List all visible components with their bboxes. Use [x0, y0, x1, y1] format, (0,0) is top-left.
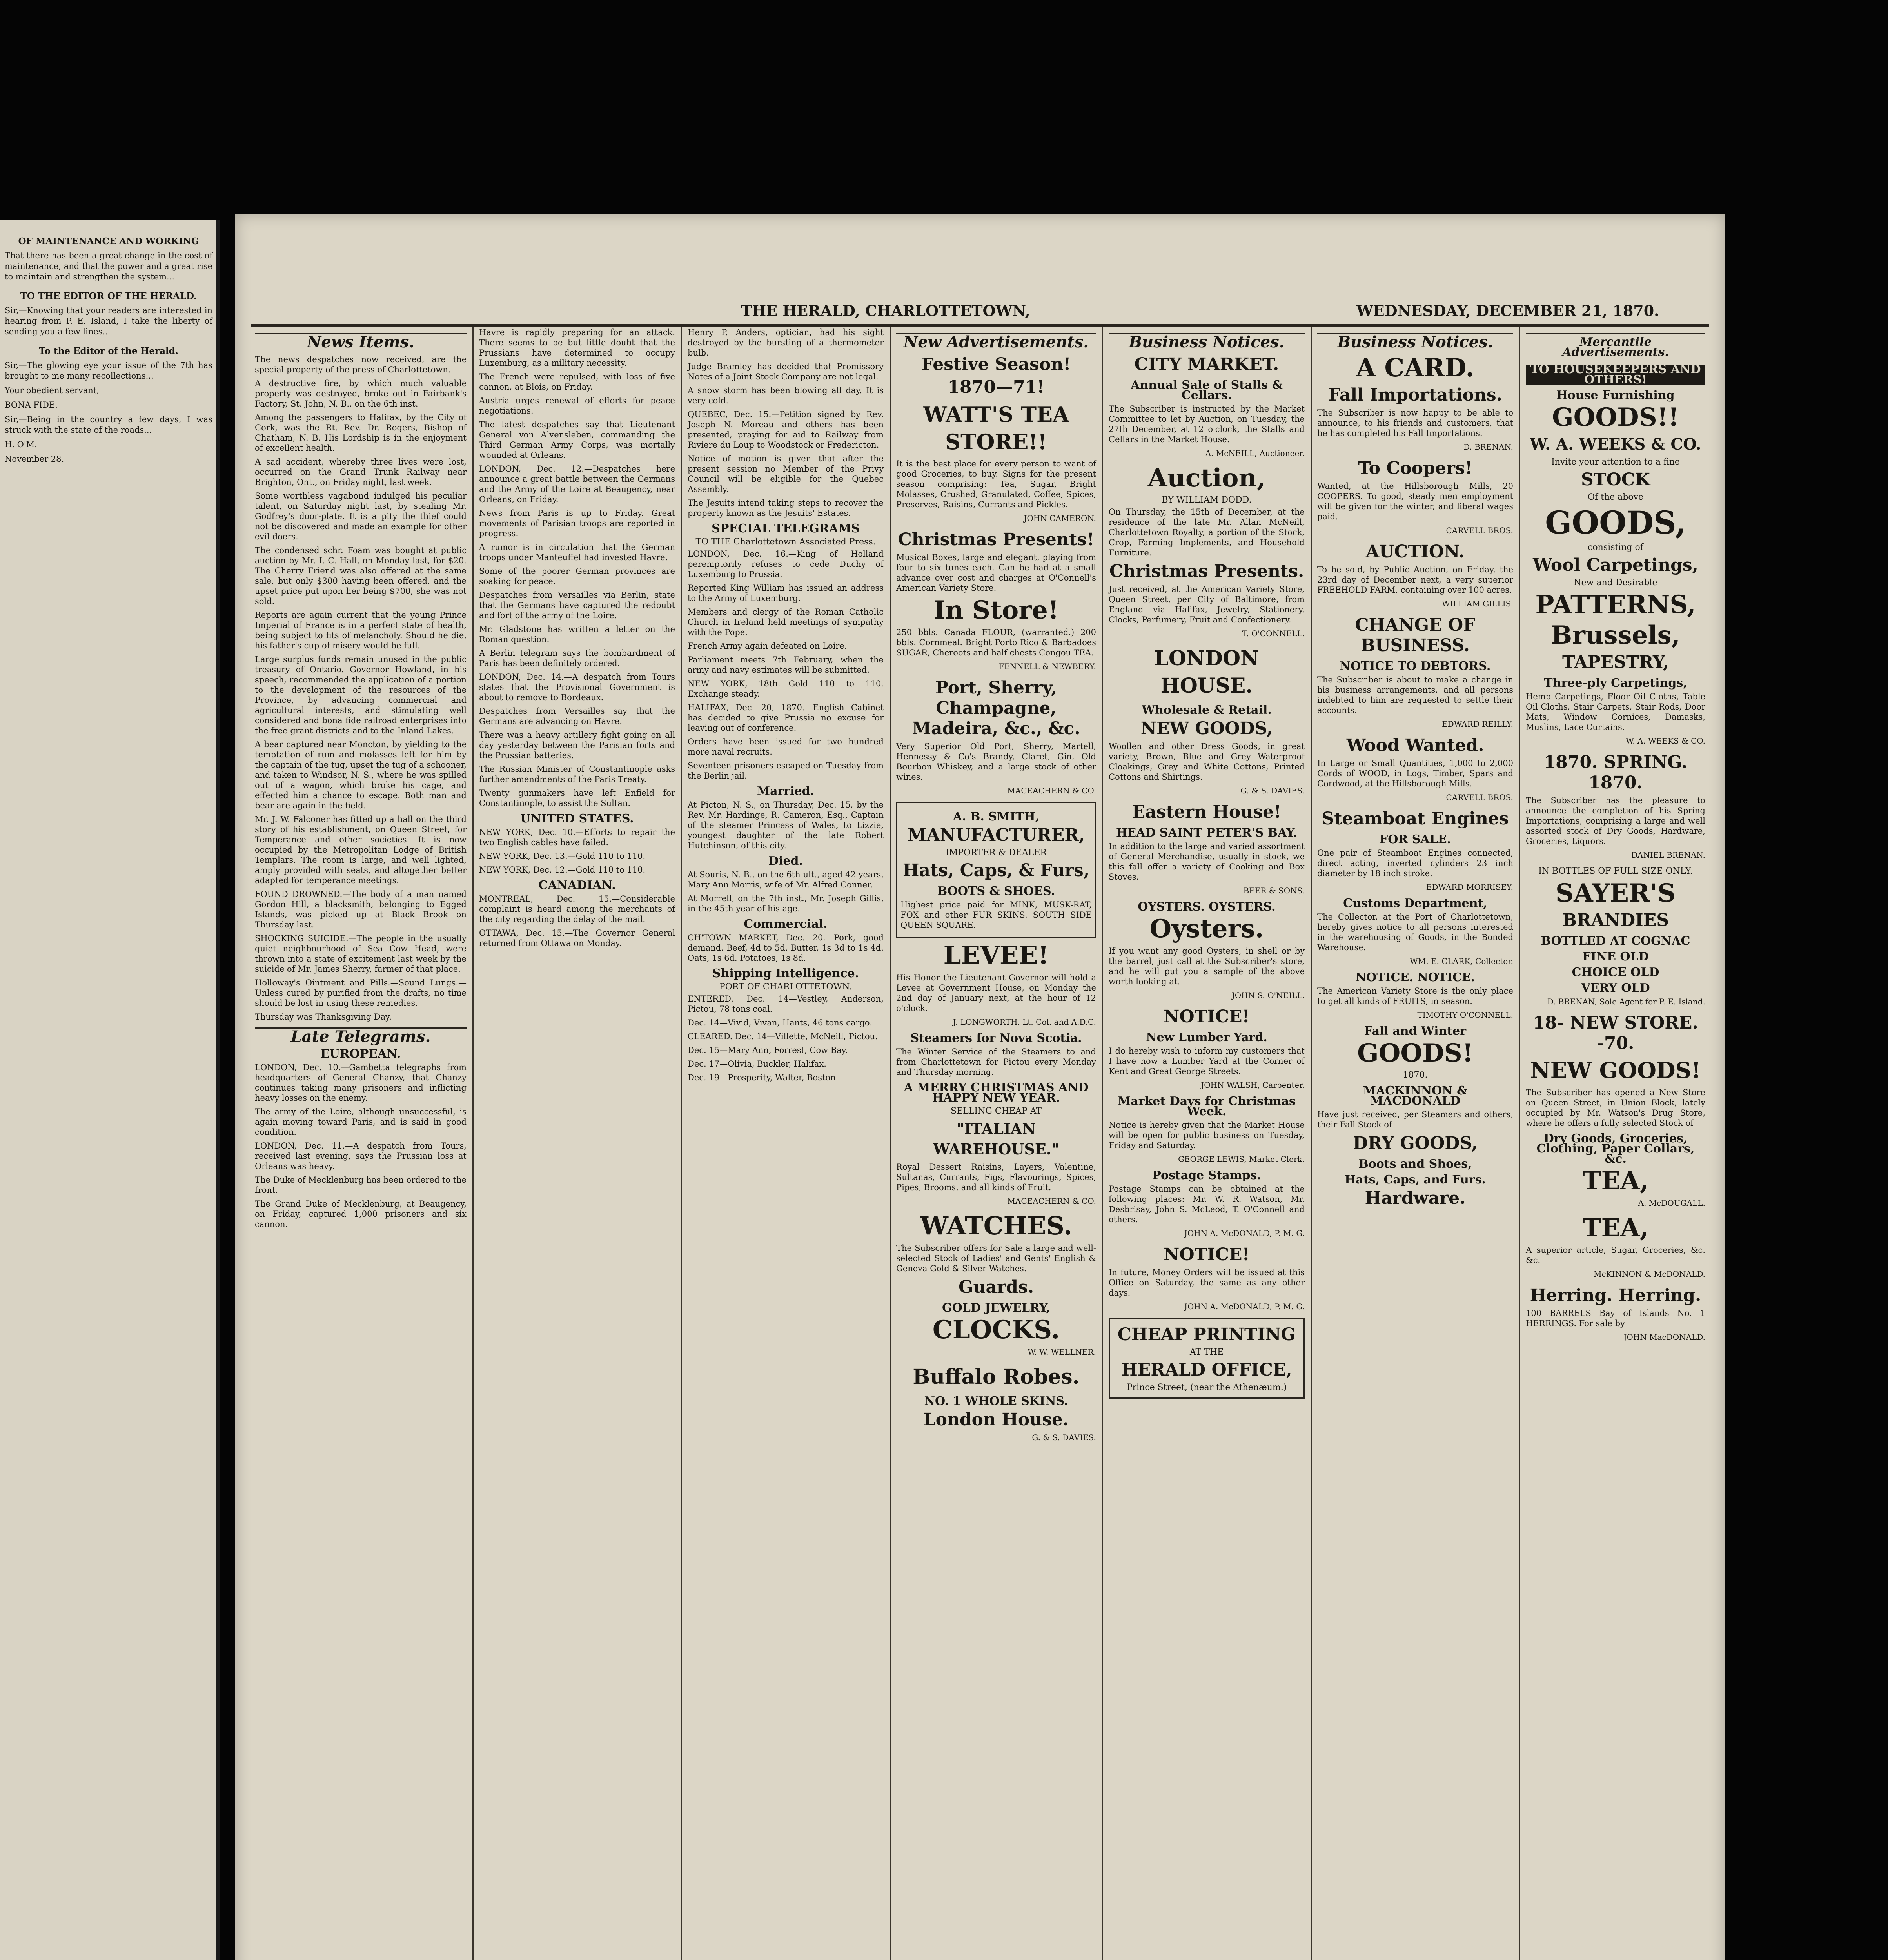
ad-title: NOTICE! [1164, 1007, 1250, 1027]
ad-body: One pair of Steamboat Engines connected, direct acting, inverted cylinders 23 inch diameter by 18 inch stroke. [1317, 848, 1513, 878]
telegram: The army of the Loire, although unsuccessful, is again moving toward Paris, and is said in good condition. [255, 1107, 467, 1137]
prev-signoff: November 28. [5, 454, 64, 464]
news-item: LONDON, Dec. 14.—A despatch from Tours states that the Provisional Government is about to remove to Bordeaux. [479, 672, 675, 702]
news-item: A bear captured near Moncton, by yielding to the temptation of rum and molasses left for him by the captain of the tug, upset the tug of a schooner, and taken to Windsor, N. S., where he was spilled out of a wagon, which broke his cage, and effected him a chance to escape. Both man and bear are again in the field. [255, 740, 467, 810]
ad-title: CHANGE OF BUSINESS. [1355, 615, 1476, 655]
ad-goods: Dry Goods, Groceries, Clothing, Paper Collars, &c. [1536, 1132, 1695, 1166]
prev-heading: TO THE EDITOR OF THE HERALD. [20, 291, 197, 301]
ad-name: WATT'S TEA STORE!! [923, 402, 1069, 454]
ad-signature: GEORGE LEWIS, Market Clerk. [1178, 1154, 1305, 1164]
ad-title: Christmas Presents! [898, 530, 1095, 550]
notice: Dec. 17—Olivia, Buckler, Halifax. [688, 1059, 826, 1069]
ad-signature: D. BRENAN. [1463, 442, 1513, 452]
ad-subtitle: Annual Sale of Stalls & Cellars. [1131, 378, 1283, 402]
telegram: Orders have been issued for two hundred more naval recruits. [688, 737, 884, 757]
ad-signature: JOHN WALSH, Carpenter. [1201, 1080, 1305, 1090]
ad-signature: BEER & SONS. [1243, 886, 1305, 895]
ad-goods: BOTTLED AT COGNAC [1541, 934, 1690, 948]
ad-goods: GOLD JEWELRY, [942, 1301, 1051, 1315]
news-item: Some worthless vagabond indulged his peculiar talent, on Saturday night last, by stealing Mr. Godfrey's door-plate. It is a pity the thief could not be discovered and made an example for other evil-doers. [255, 491, 467, 541]
ad-signature: JOHN MacDONALD. [1623, 1332, 1705, 1342]
ad-signature: W. W. WELLNER. [1028, 1347, 1096, 1357]
ad-subtitle: NEW GOODS! [1530, 1058, 1701, 1083]
ad-body: Very Superior Old Port, Sherry, Martell, Hennessy & Co's Brandy, Claret, Gin, Old Bourbon Whiskey, and a large stock of other wines. [896, 742, 1096, 782]
section-heading: Business Notices. [1317, 333, 1513, 347]
ad-name: "ITALIAN WAREHOUSE." [933, 1120, 1059, 1158]
news-item: The latest despatches say that Lieutenant General von Alvensleben, commanding the Third German Army Corps, was mortally wounded at Orleans. [479, 420, 675, 460]
ad-signature: McKINNON & McDONALD. [1594, 1269, 1705, 1279]
prev-heading: OF MAINTENANCE AND WORKING [18, 236, 199, 247]
ad-signature: G. & S. DAVIES. [1240, 786, 1305, 795]
notice: At Picton, N. S., on Thursday, Dec. 15, by the Rev. Mr. Hardinge, R. Cameron, Esq., Captain of the steamer Princess of Wales, to Lizzie, youngest daughter of the late Robert Hutchinson, of this city. [688, 800, 884, 850]
ad-signature: JOHN CAMERON. [1024, 514, 1096, 523]
news-item: The Jesuits intend taking steps to recover the property known as the Jesuits' Estates. [688, 498, 884, 518]
ad-signature: DANIEL BRENAN. [1631, 850, 1705, 860]
prev-paragraph: Sir,—Knowing that your readers are interested in hearing from P. E. Island, I take the liberty of sending you a few lines... [5, 306, 212, 336]
ad-name: A. B. SMITH, [953, 810, 1040, 824]
ad-title: Steamboat Engines [1322, 809, 1509, 829]
news-item: The Russian Minister of Constantinople asks further amendments of the Paris Treaty. [479, 764, 675, 784]
ad-title: LONDON HOUSE. [1154, 646, 1259, 698]
ad-body: Prince Street, (near the Athenæum.) [1126, 1383, 1287, 1392]
newspaper-page [235, 214, 1725, 1960]
ad-signature: WILLIAM GILLIS. [1442, 599, 1513, 608]
news-item: QUEBEC, Dec. 15.—Petition signed by Rev. Joseph N. Moreau and others has been presented, praying for aid to Railway from Riviere du Loup to Woodstock or Fredericton. [688, 410, 884, 450]
news-item: The condensed schr. Foam was bought at public auction by Mr. I. C. Hall, on Monday last, for $20. The Cherry Friend was also offered at the same sale, but only $300 having been offered, and the upset price put upon her being $700, she was not sold. [255, 546, 467, 606]
ad-signature: MACEACHERN & CO. [1007, 1196, 1096, 1206]
subheading: Shipping Intelligence. [712, 967, 859, 980]
ad-body: The Subscriber is now happy to be able to announce, to his friends and customers, that he has completed his Fall Importations. [1317, 408, 1513, 438]
previous-page-fragment [0, 220, 220, 1960]
prev-heading: To the Editor of the Herald. [39, 346, 178, 356]
telegram: HALIFAX, Dec. 20, 1870.—English Cabinet has decided to give Prussia no excuse for leaving out of conference. [688, 703, 884, 733]
subheading-line: PORT OF CHARLOTTETOWN. [719, 982, 852, 992]
ad-subtitle: Oysters. [1149, 914, 1264, 944]
column-rule [890, 327, 891, 1960]
prev-paragraph: That there has been a great change in the cost of maintenance, and that the power and a great rise to maintain and strengthen the system... [5, 251, 212, 281]
ad-subtitle: House Furnishing [1556, 388, 1675, 402]
ad-title: Postage Stamps. [1152, 1169, 1261, 1182]
ad-title: TEA, [1582, 1213, 1649, 1243]
ad-stock: STOCK [1581, 470, 1650, 490]
ad-body: The Subscriber is about to make a change in his business arrangements, and all persons indebted to him are requested to settle their accounts. [1317, 675, 1513, 715]
ad-goods: Wool Carpetings, [1533, 555, 1698, 575]
news-item: Mr. Gladstone has written a letter on the Roman question. [479, 624, 675, 644]
ad-signature: A. McDOUGALL. [1638, 1198, 1705, 1208]
news-item: Despatches from Versailles say that the Germans are advancing on Havre. [479, 706, 675, 726]
telegram: The Grand Duke of Mecklenburg, at Beaugency, on Friday, captured 1,000 prisoners and six cannon. [255, 1199, 467, 1229]
section-heading: Mercantile Advertisements. [1526, 333, 1705, 358]
ad-goods: TAPESTRY, [1562, 652, 1669, 672]
ad-name: MACKINNON & MACDONALD [1363, 1084, 1468, 1108]
ad-goods: Three-ply Carpetings, [1544, 676, 1687, 690]
telegram: French Army again defeated on Loire. [688, 641, 847, 651]
ad-body: The Collector, at the Port of Charlottetown, hereby gives notice to all persons interested in the warehousing of Goods, in the Bonded Warehouse. [1317, 912, 1513, 952]
ad-subtitle: GOODS! [1357, 1038, 1473, 1068]
ad-goods: DRY GOODS, [1352, 1133, 1478, 1153]
ad-goods: BOOTS & SHOES. [937, 884, 1055, 898]
ad-goods: Hats, Caps, and Furs. [1345, 1173, 1486, 1187]
ad-goods: TEA, [1582, 1166, 1649, 1196]
prev-paragraph: Sir,—The glowing eye your issue of the 7th has brought to me many recollections... [5, 361, 212, 381]
ad-title: Wood Wanted. [1346, 735, 1484, 755]
ad-title: OYSTERS. OYSTERS. [1138, 900, 1276, 914]
ad-title: Festive Season! [921, 354, 1071, 374]
ad-title: 18- NEW STORE. -70. [1533, 1013, 1698, 1053]
subheading: SPECIAL TELEGRAMS [712, 522, 860, 535]
ad-goods: Boots and Shoes, [1358, 1157, 1472, 1171]
ad-subtitle: NO. 1 WHOLE SKINS. [924, 1394, 1068, 1408]
ad-year: 1870. [1403, 1070, 1428, 1080]
ad-box [1109, 1318, 1305, 1399]
ad-goods: GOODS!! [1552, 403, 1679, 432]
masthead [235, 214, 1725, 319]
news-item: FOUND DROWNED.—The body of a man named Gordon Hill, a blacksmith, belonging to Egged Islands, was picked up at Black Brook on Thursday last. [255, 889, 467, 929]
ad-subtitle: New Lumber Yard. [1146, 1031, 1267, 1044]
prev-signoff: BONA FIDE. [5, 400, 58, 410]
ad-body: Invite your attention to a fine [1551, 457, 1680, 467]
ad-subtitle: IN BOTTLES OF FULL SIZE ONLY. [1538, 866, 1693, 876]
news-item: There was a heavy artillery fight going on all day yesterday between the Parisian forts and the Prussian batteries. [479, 730, 675, 760]
news-item: A Berlin telegram says the bombardment of Paris has been definitely ordered. [479, 648, 675, 668]
ad-title: WATCHES. [920, 1211, 1072, 1241]
news-item: Austria urges renewal of efforts for peace negotiations. [479, 396, 675, 416]
column-special-telegrams [684, 327, 888, 1960]
news-item: The French were repulsed, with loss of five cannon, at Blois, on Friday. [479, 372, 675, 392]
ad-body: In Large or Small Quantities, 1,000 to 2,000 Cords of WOOD, in Logs, Timber, Spars and Cordwood, at the Hillsborough Mills. [1317, 759, 1513, 788]
subheading: Married. [757, 784, 815, 798]
ad-banner: TO HOUSEKEEPERS AND OTHERS! [1526, 365, 1705, 385]
subheading: Died. [768, 854, 803, 868]
telegram: Parliament meets 7th February, when the army and navy estimates will be submitted. [688, 655, 884, 675]
ad-title: CHEAP PRINTING [1117, 1325, 1296, 1345]
news-item: Thursday was Thanksgiving Day. [255, 1012, 392, 1022]
ad-title: NOTICE! [1164, 1245, 1250, 1265]
ad-name: SAYER'S [1555, 878, 1676, 908]
ad-subtitle: FOR SALE. [1379, 833, 1451, 846]
ad-goods: Hardware. [1365, 1188, 1466, 1208]
ad-body: The Subscriber has opened a New Store on Queen Street, in Union Block, lately occupied by Mr. Watson's Drug Store, where he offers a fully selected Stock of [1526, 1088, 1705, 1128]
subheading: CANADIAN. [538, 878, 616, 892]
ad-body: Notice is hereby given that the Market House will be open for public business on Tuesday, Friday and Saturday. [1109, 1120, 1305, 1150]
ad-body: In future, Money Orders will be issued at this Office on Saturday, the same as any other days. [1109, 1268, 1305, 1298]
ad-goods: FINE OLD [1582, 950, 1649, 964]
section-heading: Business Notices. [1109, 333, 1305, 347]
notice: Dec. 14—Vivid, Vivan, Hants, 46 tons cargo. [688, 1018, 872, 1027]
news-item: Reports are again current that the young Prince Imperial of France is in a perfect state of health, being subject to fits of melancholy. Should he die, his father's cup of misery would be full. [255, 610, 467, 650]
ad-body: In addition to the large and varied assortment of General Merchandise, usually in stock, we this fall offer a variety of Cooking and Box Stoves. [1109, 842, 1305, 882]
column-mercantile [1522, 327, 1709, 1960]
ad-body: On Thursday, the 15th of December, at the residence of the late Mr. Allan McNeill, Charlottetown Royalty, a portion of the Stock, Crop, Farming Implements, and Household Furniture. [1109, 507, 1305, 557]
notice: CH'TOWN MARKET, Dec. 20.—Pork, good demand. Beef, 4d to 5d. Butter, 1s 3d to 1s 4d. Oats, 1s 6d. Potatoes, 1s 8d. [688, 933, 884, 963]
ad-signature: W. A. WEEKS & CO. [1626, 736, 1705, 746]
column-new-advertisements [892, 327, 1100, 1960]
ad-title: CITY MARKET. [1134, 354, 1279, 374]
ad-goods: GOODS, [1545, 504, 1686, 541]
paper-title: THE HERALD, CHARLOTTETOWN, [741, 302, 1030, 319]
column-business-notices-2 [1313, 327, 1517, 1960]
telegram: Members and clergy of the Roman Catholic Church in Ireland held meetings of sympathy with the Pope. [688, 607, 884, 637]
header-rule [251, 324, 1709, 327]
notice: At Morrell, on the 7th inst., Mr. Joseph Gillis, in the 45th year of his age. [688, 894, 884, 913]
ad-subtitle: Wholesale & Retail. [1142, 703, 1272, 717]
ad-body: 250 bbls. Canada FLOUR, (warranted.) 200 bbls. Cornmeal. Bright Porto Rico & Barbadoes SUGAR, Cheroots and half chests Congou TEA. [896, 628, 1096, 657]
ad-body: Of the above [1587, 492, 1644, 502]
ad-goods: PATTERNS, [1535, 590, 1696, 619]
ad-title: MANUFACTURER, [907, 825, 1085, 845]
ad-body: The American Variety Store is the only place to get all kinds of FRUITS, in season. [1317, 986, 1513, 1006]
ad-body: Musical Boxes, large and elegant, playing from four to six tunes each. Can be had at a small advance over cost and charges at O'Connell's American Variety Store. [896, 553, 1096, 593]
ad-body: Have just received, per Steamers and others, their Fall Stock of [1317, 1110, 1513, 1129]
ad-body: Hemp Carpetings, Floor Oil Cloths, Table Oil Cloths, Stair Carpets, Stair Rods, Door Mats, Window Cornices, Damasks, Muslins, Lace Curtains. [1526, 692, 1705, 732]
ad-goods: VERY OLD [1581, 981, 1650, 995]
ad-name: London House. [923, 1410, 1069, 1430]
ad-signature: D. BRENAN, Sole Agent for P. E. Island. [1547, 997, 1705, 1006]
ad-title: In Store! [933, 595, 1059, 625]
ad-signature: JOHN A. McDONALD, P. M. G. [1184, 1229, 1305, 1238]
ad-subtitle: HEAD SAINT PETER'S BAY. [1116, 826, 1298, 840]
column-rule [472, 327, 474, 1960]
ad-title: Eastern House! [1132, 802, 1282, 822]
ad-name: HERALD OFFICE, [1121, 1360, 1292, 1380]
ad-body: A superior article, Sugar, Groceries, &c. &c. [1526, 1245, 1705, 1265]
ad-title: Steamers for Nova Scotia. [910, 1031, 1082, 1045]
ad-body: Wanted, at the Hillsborough Mills, 20 COOPERS. To good, steady men employment will be given for the winter, and liberal wages paid. [1317, 481, 1513, 521]
ad-body: consisting of [1588, 543, 1643, 552]
news-item: Havre is rapidly preparing for an attack. There seems to be but little doubt that the Prussians have determined to occupy Luxemburg, as a military necessity. [479, 328, 675, 368]
telegram: LONDON, Dec. 10.—Gambetta telegraphs from headquarters of General Chanzy, that Chanzy continues taking many prisoners and inflicting heavy losses on the enemy. [255, 1063, 467, 1103]
section-heading: New Advertisements. [896, 333, 1096, 347]
ad-body: The Subscriber offers for Sale a large and well-selected Stock of Ladies' and Gents' English & Geneva Gold & Silver Watches. [896, 1243, 1096, 1273]
ad-body: The Subscriber has the pleasure to announce the completion of his Spring Importations, comprising a large and well assorted stock of Dry Goods, Hardware, Groceries, Liquors. [1526, 796, 1705, 846]
ad-subtitle: AT THE [1189, 1347, 1224, 1357]
notice: At Souris, N. B., on the 6th ult., aged 42 years, Mary Ann Morris, wife of Mr. Alfred Conner. [688, 870, 884, 889]
ad-subtitle: SELLING CHEAP AT [951, 1106, 1042, 1116]
ad-title: A MERRY CHRISTMAS AND HAPPY NEW YEAR. [904, 1081, 1089, 1105]
telegram: NEW YORK, Dec. 12.—Gold 110 to 110. [479, 865, 646, 875]
news-item: Notice of motion is given that after the present session no Member of the Privy Council will be eligible for the Quebec Assembly. [688, 454, 884, 494]
ad-subtitle: Guards. [958, 1277, 1034, 1297]
news-item: Henry P. Anders, optician, had his sight destroyed by the bursting of a thermometer bulb. [688, 328, 884, 358]
ad-body: Royal Dessert Raisins, Layers, Valentine, Sultanas, Currants, Figs, Flavourings, Spices, Pipes, Brooms, and all kinds of Fruit. [896, 1162, 1096, 1192]
notice: Dec. 19—Prosperity, Walter, Boston. [688, 1073, 839, 1082]
ad-subtitle: Fall Importations. [1328, 385, 1502, 405]
ad-signature: T. O'CONNELL. [1242, 629, 1305, 638]
ad-signature: JOHN A. McDONALD, P. M. G. [1184, 1302, 1305, 1311]
ad-signature: WM. E. CLARK, Collector. [1410, 956, 1513, 966]
column-rule [1311, 327, 1312, 1960]
ad-title: LEVEE! [943, 941, 1049, 970]
ad-title: A CARD. [1356, 353, 1474, 383]
ad-title: Fall and Winter [1364, 1024, 1467, 1038]
ad-subtitle: BY WILLIAM DODD. [1162, 495, 1252, 505]
ad-goods: Hats, Caps, & Furs, [902, 860, 1090, 880]
ad-title: Market Days for Christmas Week. [1118, 1094, 1296, 1118]
news-item: Despatches from Versailles via Berlin, state that the Germans have captured the redoubt and fort of the army of the Loire. [479, 590, 675, 620]
ad-title: NOTICE. NOTICE. [1355, 971, 1475, 984]
ad-signature: JOHN S. O'NEILL. [1231, 991, 1305, 1000]
ad-signature: MACEACHERN & CO. [1007, 786, 1096, 795]
news-item: Holloway's Ointment and Pills.—Sound Lungs.—Unless cured by purified from the drafts, no time should be lost in using these remedies. [255, 978, 467, 1008]
ad-body: Just received, at the American Variety Store, Queen Street, per City of Baltimore, from England via Halifax, Jewelry, Stationery, Clocks, Perfumery, Fruit and Confectionery. [1109, 584, 1305, 624]
ad-subtitle: 1870—71! [948, 377, 1045, 397]
ad-title: 1870. SPRING. 1870. [1543, 752, 1688, 793]
ad-signature: A. McNEILL, Auctioneer. [1205, 448, 1305, 458]
subheading: UNITED STATES. [520, 812, 634, 826]
ad-body: New and Desirable [1574, 578, 1657, 588]
page-header [251, 302, 1709, 321]
subheading: Commercial. [744, 917, 828, 931]
telegram: NEW YORK, Dec. 10.—Efforts to repair the two English cables have failed. [479, 828, 675, 847]
ad-subtitle: IMPORTER & DEALER [946, 848, 1047, 858]
ad-body: I do hereby wish to inform my customers that I have now a Lumber Yard at the Corner of Kent and Great George Streets. [1109, 1046, 1305, 1076]
news-item: The news despatches now received, are the special property of the press of Charlottetown. [255, 355, 467, 374]
ad-signature: CARVELL BROS. [1446, 793, 1513, 802]
news-item: A sad accident, whereby three lives were lost, occurred on the Grand Trunk Railway near Brighton, Ont., on Friday night, last week. [255, 457, 467, 487]
telegram: LONDON, Dec. 11.—A despatch from Tours, received last evening, says the Prussian loss at Orleans was heavy. [255, 1141, 467, 1171]
column-rule [1102, 327, 1103, 1960]
news-item: LONDON, Dec. 12.—Despatches here announce a great battle between the Germans and the Army of the Loire at Beaugency, near Orleans, on Friday. [479, 464, 675, 504]
news-item: Large surplus funds remain unused in the public treasury of Ontario. Governor Howland, in his speech, recommended the application of a portion to the development of the resources of the Province, by advancing commercial and agricultural interests, and stimulating well considered and bona fide railroad enterprises into the free grant districts and to the Inland Lakes. [255, 655, 467, 735]
ad-signature: CARVELL BROS. [1446, 526, 1513, 535]
notice: CLEARED. Dec. 14—Villette, McNeill, Pictou. [688, 1032, 878, 1041]
ad-body: Postage Stamps can be obtained at the following places: Mr. W. R. Watson, Mr. Desbrisay, John S. McLeod, T. O'Connell and others. [1109, 1184, 1305, 1224]
telegram: Seventeen prisoners escaped on Tuesday from the Berlin jail. [688, 761, 884, 780]
ad-title: To Coopers! [1358, 458, 1473, 478]
ad-subtitle: NEW GOODS, [1140, 719, 1273, 739]
column-news-items [251, 327, 470, 1960]
ad-title: Christmas Presents. [1109, 561, 1304, 581]
subheading: EUROPEAN. [320, 1047, 401, 1061]
news-item: A snow storm has been blowing all day. It is very cold. [688, 386, 884, 405]
ad-subtitle: NOTICE TO DEBTORS. [1340, 659, 1491, 673]
telegram: NEW YORK, 18th.—Gold 110 to 110. Exchange steady. [688, 679, 884, 699]
prev-signoff: Your obedient servant, [5, 386, 99, 395]
ad-body: His Honor the Lieutenant Governor will hold a Levee at Government House, on Monday the 2nd day of January next, at the hour of 12 o'clock. [896, 973, 1096, 1013]
ad-signature: TIMOTHY O'CONNELL. [1417, 1010, 1513, 1020]
section-heading: News Items. [255, 333, 467, 347]
ad-title: AUCTION. [1366, 542, 1465, 562]
column-rule [681, 327, 682, 1960]
ad-body: The Subscriber is instructed by the Market Committee to let by Auction, on Tuesday, the 27th December, at 12 o'clock, the Stalls and Cellars in the Market House. [1109, 404, 1305, 444]
telegram: OTTAWA, Dec. 15.—The Governor General returned from Ottawa on Monday. [479, 928, 675, 948]
notice: ENTERED. Dec. 14—Vestley, Anderson, Pictou, 78 tons coal. [688, 994, 884, 1014]
news-item: Twenty gunmakers have left Enfield for Constantinople, to assist the Sultan. [479, 788, 675, 808]
prev-signoff: H. O'M. [5, 440, 37, 449]
ad-goods: CHOICE OLD [1572, 965, 1659, 979]
column-telegrams [475, 327, 679, 1960]
news-item: A destructive fire, by which much valuable property was destroyed, broke out in Fairbank's Factory, St. John, N. B., on the 6th inst. [255, 379, 467, 408]
ad-title: Port, Sherry, Champagne, Madeira, &c., &c. [912, 678, 1080, 739]
news-item: Some of the poorer German provinces are soaking for peace. [479, 566, 675, 586]
ad-goods: Brussels, [1551, 621, 1680, 650]
ad-signature: EDWARD REILLY. [1442, 719, 1513, 729]
ad-title: Herring. Herring. [1530, 1285, 1701, 1305]
ad-title: Auction, [1147, 463, 1266, 493]
ad-body: It is the best place for every person to want of good Groceries, to buy. Signs for the present season comprising: Tea, Sugar, Bright Molasses, Crushed, Granulated, Coffee, Spices, Preserves, Raisins, Currants and Pickles. [896, 459, 1096, 509]
telegram: NEW YORK, Dec. 13.—Gold 110 to 110. [479, 851, 646, 861]
ad-signature: J. LONGWORTH, Lt. Col. and A.D.C. [953, 1017, 1096, 1027]
ad-goods: BRANDIES [1562, 910, 1669, 930]
ad-signature: FENNELL & NEWBERY. [998, 662, 1096, 671]
column-business-notices [1105, 327, 1309, 1960]
section-heading: Late Telegrams. [255, 1027, 467, 1042]
telegram: Reported King William has issued an address to the Army of Luxemburg. [688, 583, 884, 603]
news-item: News from Paris is up to Friday. Great movements of Parisian troops are reported in progress. [479, 508, 675, 538]
ad-body: If you want any good Oysters, in shell or by the barrel, just call at the Subscriber's store, and he will put you a sample of the above worth looking at. [1109, 946, 1305, 986]
ad-signature: EDWARD MORRISEY. [1426, 882, 1513, 892]
telegram: LONDON, Dec. 16.—King of Holland peremptorily refuses to cede Duchy of Luxemburg to Prussia. [688, 549, 884, 579]
issue-date: WEDNESDAY, DECEMBER 21, 1870. [1356, 302, 1659, 319]
news-item: Among the passengers to Halifax, by the City of Cork, was the Rt. Rev. Dr. Rogers, Bishop of Chatham, N. B. His Lordship is in the enjoyment of excellent health. [255, 413, 467, 453]
ad-name: W. A. WEEKS & CO. [1530, 435, 1701, 454]
news-item: Mr. J. W. Falconer has fitted up a hall on the third story of his establishment, on Queen Street, for Temperance and other societies. It is now occupied by the Metropolitan Lodge of British Templars. The room is large, and well lighted, amply provided with seats, and altogether better adapted for temperance meetings. [255, 815, 467, 885]
news-item: Judge Bramley has decided that Promissory Notes of a Joint Stock Company are not legal. [688, 362, 884, 381]
news-item: A rumor is in circulation that the German troops under Manteuffel had invested Havre. [479, 543, 675, 562]
telegram: The Duke of Mecklenburg has been ordered to the front. [255, 1175, 467, 1195]
column-rule [1519, 327, 1520, 1960]
telegram: MONTREAL, Dec. 15.—Considerable complaint is heard among the merchants of the city regarding the delay of the mail. [479, 894, 675, 924]
ad-goods: CLOCKS. [932, 1315, 1060, 1345]
ad-body: Highest price paid for MINK, MUSK-RAT, FOX and other FUR SKINS. SOUTH SIDE QUEEN SQUARE. [900, 900, 1092, 930]
ad-title: Buffalo Robes. [913, 1365, 1080, 1389]
columns [251, 327, 1709, 1960]
subheading-line: TO THE Charlottetown Associated Press. [695, 537, 876, 547]
ad-title: Customs Department, [1343, 897, 1487, 910]
ad-body: Woollen and other Dress Goods, in great variety, Brown, Blue and Grey Waterproof Cloakings, Grey and White Cottons, Printed Cottons and Shirtings. [1109, 742, 1305, 782]
ad-body: The Winter Service of the Steamers to and from Charlottetown for Pictou every Monday and Thursday morning. [896, 1047, 1096, 1077]
ad-body: To be sold, by Public Auction, on Friday, the 23rd day of December next, a very superior FREEHOLD FARM, containing over 100 acres. [1317, 565, 1513, 595]
prev-paragraph: Sir,—Being in the country a few days, I was struck with the state of the roads... [5, 415, 212, 435]
news-item: SHOCKING SUICIDE.—The people in the usually quiet neighbourhood of Sea Cow Head, were thrown into a state of excitement last week by the suicide of Mr. James Sherry, farmer of that place. [255, 934, 467, 974]
ad-signature: G. & S. DAVIES. [1032, 1433, 1096, 1442]
notice: Dec. 15—Mary Ann, Forrest, Cow Bay. [688, 1045, 848, 1055]
ad-box [896, 802, 1096, 938]
ad-body: 100 BARRELS Bay of Islands No. 1 HERRINGS. For sale by [1526, 1308, 1705, 1328]
